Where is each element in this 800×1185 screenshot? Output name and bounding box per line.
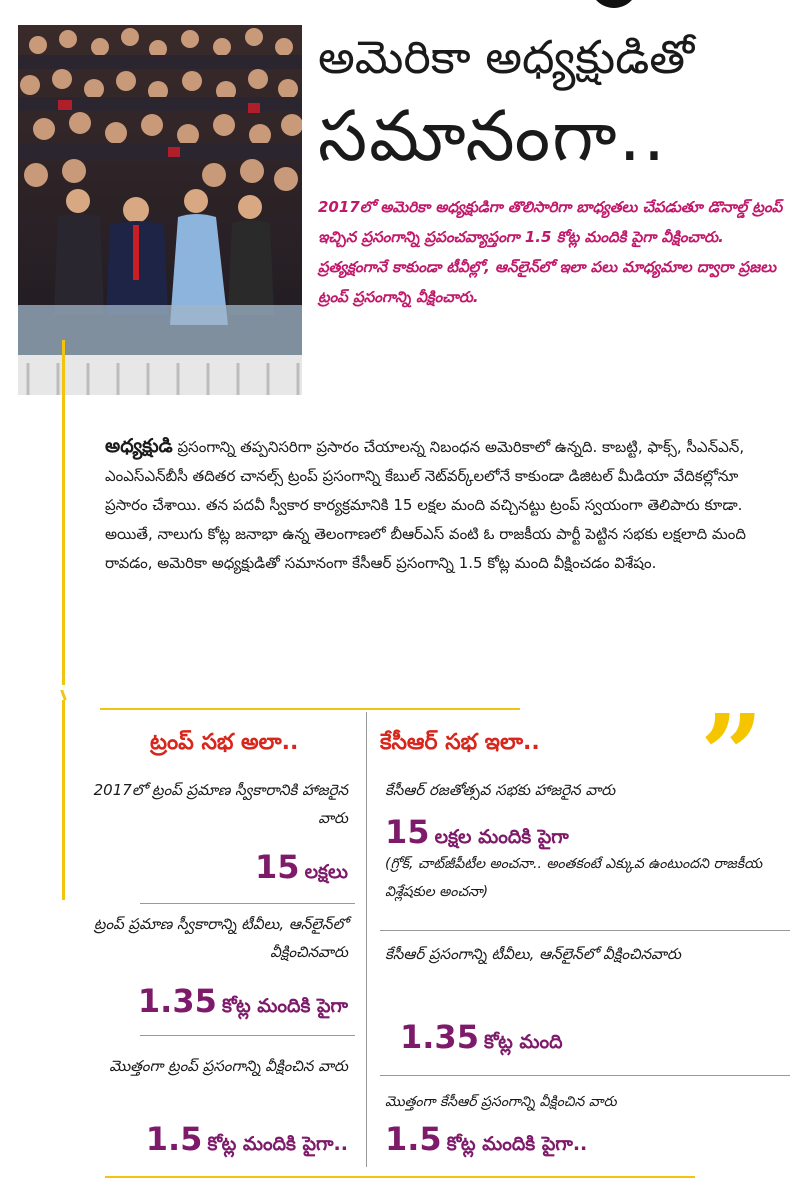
trump-item3-text: మొత్తంగా ట్రంప్ ప్రసంగాన్ని వీక్షించిన వారు xyxy=(109,1057,348,1075)
kcr-item1-note: (గ్రోక్, చాట్‌జీపీటీల అంచనా.. అంతకంటే ఎక్కువ ఉంటుందని రాజకీయ విశ్లేషకుల అంచనా) xyxy=(385,856,763,900)
kcr-item3-stat xyxy=(385,1120,780,1160)
accent-line-upper xyxy=(62,340,65,685)
accent-line-bend xyxy=(60,690,67,700)
intro-paragraph: 2017లో అమెరికా అధ్యక్షుడిగా తొలిసారిగా బాధ్యతలు చేపడుతూ డొనాల్డ్ ట్రంప్ ఇచ్చిన ప్రసంగాన్ని ప్రపంచవ్యాప్తంగా 1.5 కోట్ల మందికి పైగా వీక్షించారు. ప్రత్యక్షంగానే కాకుండా టీవీల్లో, ఆన్‌లైన్‌లో ఇలా పలు మాధ్యమాల ద్వారా ప్రజలు ట్రంప్ ప్రసంగాన్ని వీక్షించారు. xyxy=(318,198,783,306)
section-top-rule xyxy=(100,708,520,710)
headline-line1: అమెరికా అధ్యక్షుడితో xyxy=(318,30,695,84)
trump-item1-unit: లక్షలు xyxy=(304,861,348,883)
bottom-rule xyxy=(105,1176,695,1178)
body-text: ప్రసంగాన్ని తప్పనిసరిగా ప్రసారం చేయాలన్న నిబంధన అమెరికాలో ఉన్నది. కాబట్టి, ఫాక్స్, సీఎన్ఎన్, ఎంఎస్ఎన్‌బీసీ తదితర చానల్స్ ట్రంప్ ప్రసంగాన్ని కేబుల్ నెట్‌వర్క్‌లలోనే కాకుండా డిజిటల్ మీడియా వేదికల్లోనూ ప్రసారం చేశాయి. తన పదవీ స్వీకార కార్యక్రమానికి 15 లక్షల మంది వచ్చినట్టు ట్రంప్ స్వయంగా తెలిపారు కూడా. అయితే, నాలుగు కోట్ల జనాభా ఉన్న తెలంగాణలో బీఆర్ఎస్ వంటి ఓ రాజకీయ పార్టీ పెట్టిన సభకు లక్షలాది మంది రావడం, అమెరికా అధ్యక్షుడితో సమానంగా కేసీఆర్ ప్రసంగాన్ని 1.5 కోట్ల మంది వీక్షించడం విశేషం. xyxy=(105,438,746,572)
kcr-item3-unit: కోట్ల మందికి పైగా.. xyxy=(446,1133,588,1155)
kcr-item1-text: కేసీఆర్ రజతోత్సవ సభకు హాజరైన వారు xyxy=(385,781,616,799)
trump-item1-text: 2017లో ట్రంప్ ప్రమాణ స్వీకారానికి హాజరైన వారు xyxy=(93,781,348,827)
kcr-item3-text: మొత్తంగా కేసీఆర్ ప్రసంగాన్ని వీక్షించిన వారు xyxy=(385,1094,617,1110)
trump-separator-1 xyxy=(140,903,355,904)
kcr-item2-unit: కోట్ల మంది xyxy=(484,1031,563,1053)
top-decoration xyxy=(590,0,638,8)
trump-item2-number: 1.35 xyxy=(137,982,217,1020)
trump-item2-unit: కోట్ల మందికి పైగా xyxy=(221,995,348,1017)
trump-item2-text: ట్రంప్ ప్రమాణ స్వీకారాన్ని టీవీలు, ఆన్‌లైన్‌లో వీక్షించినవారు xyxy=(93,915,348,961)
trump-item3-number: 1.5 xyxy=(145,1120,203,1158)
trump-separator-2 xyxy=(140,1035,355,1036)
kcr-item1-stat xyxy=(385,815,790,855)
headline-line2: సమానంగా.. xyxy=(318,95,668,177)
trump-item3-stat xyxy=(40,1120,348,1160)
kcr-separator-1 xyxy=(380,930,790,931)
kcr-item3-number: 1.5 xyxy=(385,1120,442,1158)
body-paragraph xyxy=(105,432,785,578)
kcr-item2-text: కేసీఆర్ ప్రసంగాన్ని టీవీలు, ఆన్‌లైన్‌లో వీక్షించినవారు xyxy=(385,945,681,963)
trump-section-title: ట్రంప్ సభ అలా.. xyxy=(150,730,299,755)
kcr-item1-unit: లక్షల మందికి పైగా xyxy=(434,826,569,848)
body-lead-word: అధ్యక్షుడి xyxy=(105,435,173,457)
trump-item1-number: 15 xyxy=(254,848,300,886)
inauguration-photo xyxy=(18,25,302,395)
kcr-item2-number: 1.35 xyxy=(400,1018,479,1056)
photo-illustration xyxy=(18,25,302,395)
column-divider xyxy=(366,712,367,1167)
trump-item1-stat xyxy=(80,848,348,888)
trump-item3-unit: కోట్ల మందికి పైగా.. xyxy=(207,1133,348,1155)
quote-mark-icon: ” xyxy=(700,690,764,819)
accent-line-lower xyxy=(62,700,65,900)
kcr-item1-number: 15 xyxy=(385,813,430,851)
kcr-separator-2 xyxy=(380,1075,790,1076)
kcr-section-title: కేసీఆర్ సభ ఇలా.. xyxy=(380,730,540,755)
kcr-item2-stat xyxy=(400,1018,780,1058)
trump-item2-stat xyxy=(40,982,348,1022)
